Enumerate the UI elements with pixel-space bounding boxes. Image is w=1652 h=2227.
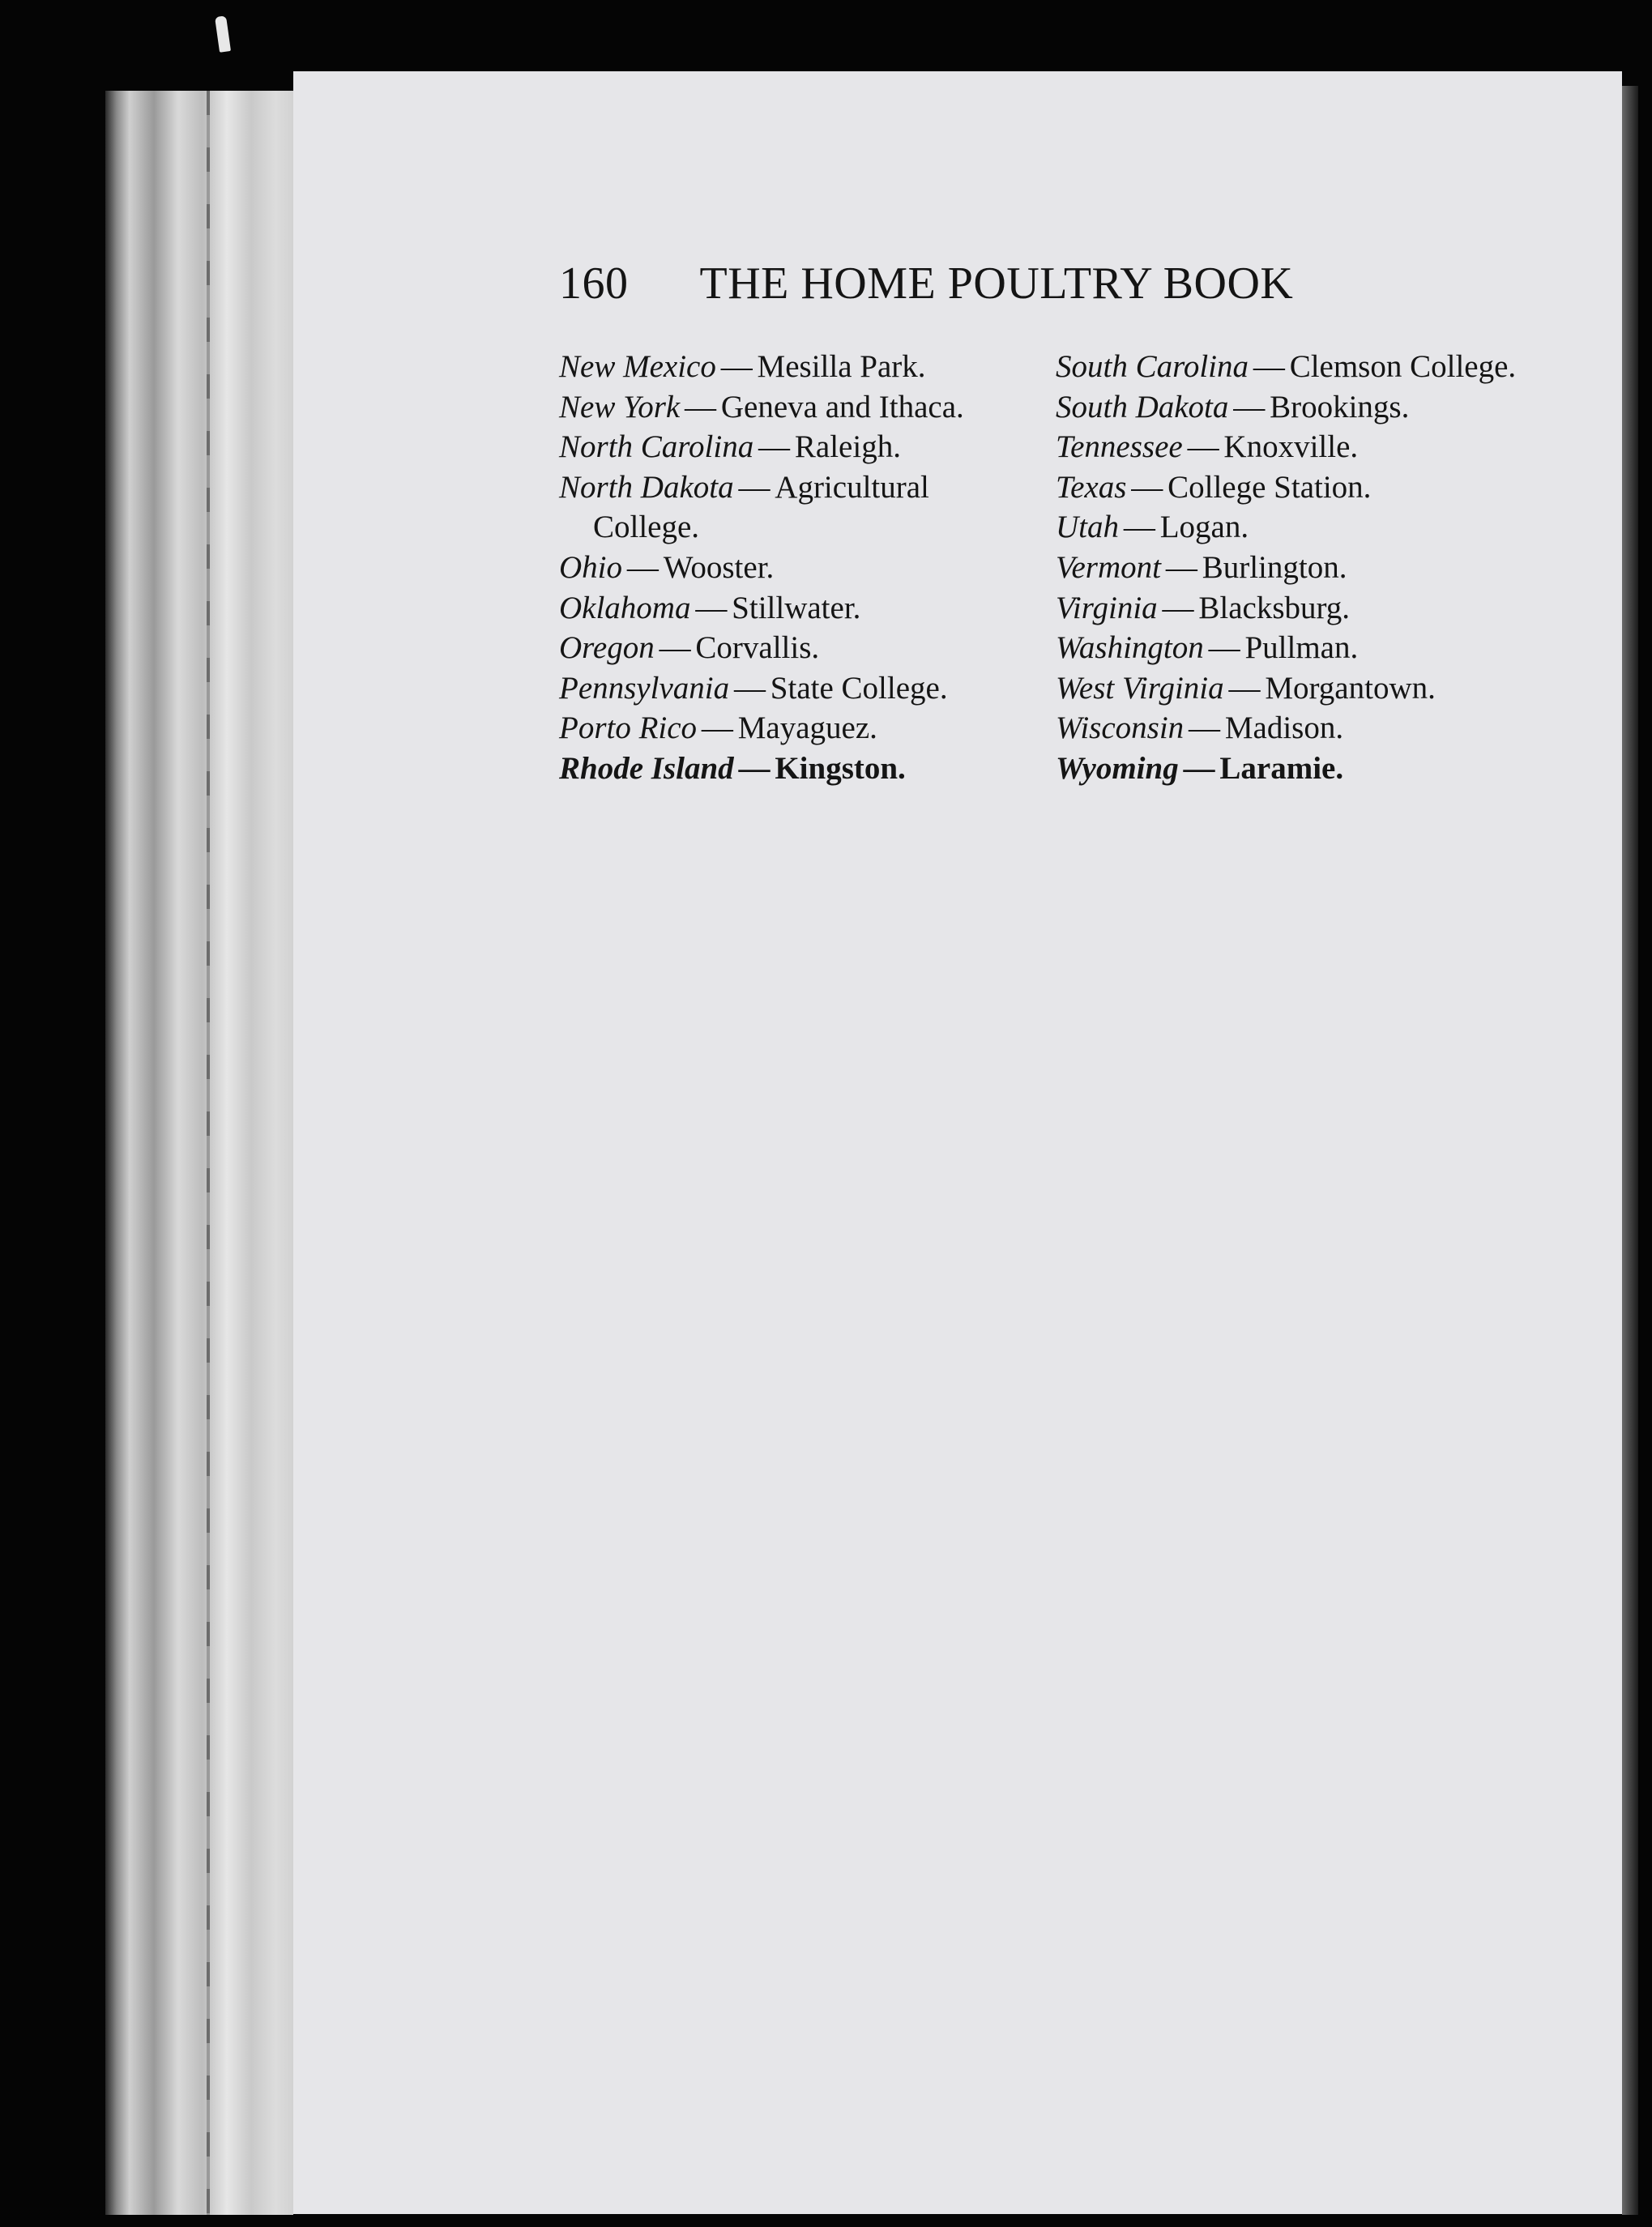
list-item xyxy=(1056,708,1526,749)
list-item xyxy=(1056,588,1526,629)
station-location: State College. xyxy=(770,670,948,706)
station-location: Burlington. xyxy=(1202,549,1347,585)
state-name: Vermont xyxy=(1056,549,1161,585)
state-name: Virginia xyxy=(1056,590,1158,625)
running-header xyxy=(559,258,1293,309)
station-location: Mesilla Park. xyxy=(757,349,926,384)
state-name: Wyoming xyxy=(1056,750,1179,786)
state-name: New York xyxy=(559,389,681,424)
dash-separator: — xyxy=(1123,510,1155,545)
dash-separator: — xyxy=(695,590,728,625)
list-item xyxy=(1056,427,1526,467)
state-name: Tennessee xyxy=(1056,429,1183,465)
state-name: Pennsylvania xyxy=(559,670,730,706)
dash-separator: — xyxy=(659,630,691,666)
dash-separator: — xyxy=(758,429,791,465)
list-item xyxy=(559,347,1021,387)
dash-separator: — xyxy=(1131,469,1163,505)
list-item xyxy=(559,628,1021,668)
book-title: THE HOME POULTRY BOOK xyxy=(699,258,1294,309)
list-item xyxy=(1056,749,1526,789)
state-name: North Dakota xyxy=(559,469,734,505)
dash-separator: — xyxy=(626,549,659,585)
state-name: Ohio xyxy=(559,549,622,585)
dash-separator: — xyxy=(733,670,766,706)
station-location: Logan. xyxy=(1159,510,1249,545)
dash-separator: — xyxy=(738,469,771,505)
station-location: Knoxville. xyxy=(1223,429,1359,465)
list-item xyxy=(559,427,1021,467)
state-name: West Virginia xyxy=(1056,670,1224,706)
dash-separator: — xyxy=(1208,630,1240,666)
list-item xyxy=(1056,347,1526,387)
station-location: Geneva and Ithaca. xyxy=(720,389,964,424)
station-location: Raleigh. xyxy=(794,429,901,465)
list-item xyxy=(559,749,1021,789)
station-location: Madison. xyxy=(1224,710,1344,746)
book-spine xyxy=(105,91,293,2215)
station-location: Pullman. xyxy=(1244,630,1359,666)
dash-separator: — xyxy=(1183,750,1215,786)
station-location: Wooster. xyxy=(663,549,775,585)
station-list-left xyxy=(559,347,1021,789)
state-name: South Dakota xyxy=(1056,389,1229,424)
station-location: College Station. xyxy=(1167,469,1372,505)
station-location: Blacksburg. xyxy=(1198,590,1351,625)
state-name: Utah xyxy=(1056,510,1119,545)
dash-separator: — xyxy=(685,389,717,424)
list-item xyxy=(559,387,1021,428)
scan-artifact xyxy=(215,15,231,53)
state-name: Washington xyxy=(1056,630,1204,666)
state-name: Oklahoma xyxy=(559,590,691,625)
dash-separator: — xyxy=(1253,349,1285,384)
page-edge-shadow xyxy=(1622,86,1638,2215)
station-location: Stillwater. xyxy=(732,590,861,625)
dash-separator: — xyxy=(1228,670,1261,706)
list-item xyxy=(1056,628,1526,668)
dash-separator: — xyxy=(1233,389,1266,424)
list-item xyxy=(1056,507,1526,548)
list-item xyxy=(559,467,1021,548)
page-number: 160 xyxy=(559,258,629,309)
dash-separator: — xyxy=(1187,429,1219,465)
station-location: Agricultural College. xyxy=(593,469,929,545)
list-item xyxy=(1056,668,1526,709)
list-item xyxy=(559,588,1021,629)
station-location: Mayaguez. xyxy=(737,710,877,746)
dash-separator: — xyxy=(701,710,733,746)
state-name: Porto Rico xyxy=(559,710,698,746)
station-location: Kingston. xyxy=(775,750,906,786)
station-list-right xyxy=(1056,347,1526,789)
list-item xyxy=(1056,387,1526,428)
station-location: Morgantown. xyxy=(1265,670,1436,706)
state-name: Wisconsin xyxy=(1056,710,1185,746)
station-location: Brookings. xyxy=(1270,389,1410,424)
dash-separator: — xyxy=(720,349,753,384)
dash-separator: — xyxy=(1189,710,1221,746)
dash-separator: — xyxy=(1162,590,1194,625)
state-name: South Carolina xyxy=(1056,349,1249,384)
station-location: Laramie. xyxy=(1219,750,1344,786)
list-item xyxy=(559,548,1021,588)
station-location: Corvallis. xyxy=(695,630,820,666)
state-name: Oregon xyxy=(559,630,655,666)
state-name: New Mexico xyxy=(559,349,716,384)
station-location: Clemson College. xyxy=(1289,349,1517,384)
list-item xyxy=(559,708,1021,749)
dash-separator: — xyxy=(738,750,771,786)
list-item xyxy=(1056,467,1526,508)
list-item xyxy=(559,668,1021,709)
state-name: North Carolina xyxy=(559,429,754,465)
list-item xyxy=(1056,548,1526,588)
dash-separator: — xyxy=(1165,549,1197,585)
state-name: Texas xyxy=(1056,469,1127,505)
state-name: Rhode Island xyxy=(559,750,734,786)
